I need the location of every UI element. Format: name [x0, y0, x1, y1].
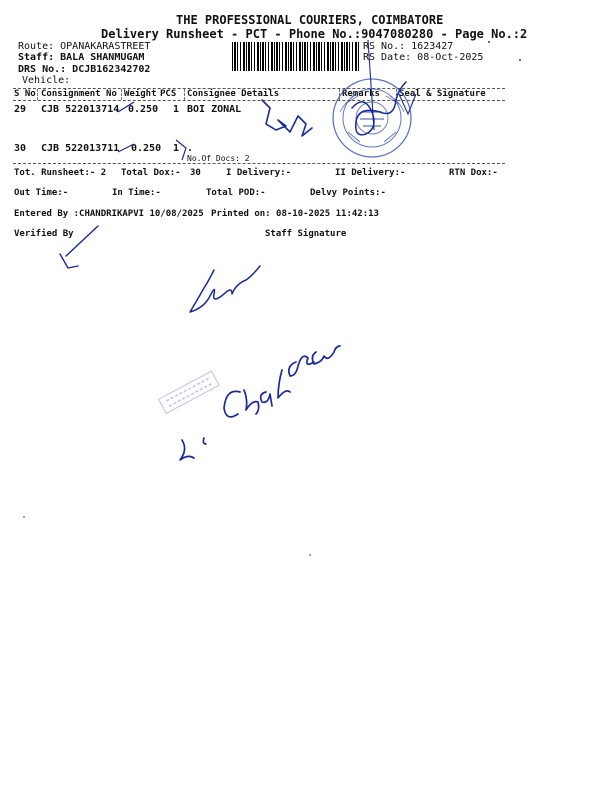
row-consignee: .: [187, 143, 194, 154]
col-weight-header: Weight: [124, 89, 157, 99]
drs-number: DRS No.: DCJB162342702: [18, 64, 151, 75]
weight-tick-mark: [118, 102, 134, 152]
row-pcs: 1: [173, 104, 180, 115]
i-delivery-label: I Delivery:-: [226, 168, 292, 178]
staff-text: Staff: BALA SHANMUGAM: [18, 52, 145, 63]
entered-by: Entered By :CHANDRIKAPVI 10/08/2025: [14, 209, 204, 219]
vehicle-text: Vehicle:: [22, 75, 71, 86]
row-weight: 0.250: [128, 104, 159, 115]
total-runsheet: Tot. Runsheet:- 2: [14, 168, 107, 178]
total-dox-label: Total Dox:-: [121, 168, 181, 178]
paper-speck: [23, 516, 25, 518]
out-time-label: Out Time:-: [14, 188, 69, 198]
rs-number: RS No.: 1623427: [363, 41, 454, 52]
total-dox-value: 30: [190, 168, 201, 178]
row-weight: 0.250: [131, 143, 162, 154]
staff-signature: [190, 266, 260, 312]
company-title: THE PROFESSIONAL COURIERS, COIMBATORE: [176, 13, 444, 27]
row-consignee: BOI ZONAL: [187, 104, 242, 115]
total-pod-label: Total POD:-: [206, 188, 266, 198]
col-pcs-header: PCS: [160, 89, 177, 99]
paper-speck: [488, 41, 490, 43]
verified-by-label: Verified By: [14, 229, 74, 239]
paper-speck: [519, 59, 521, 61]
row-sno: 30: [14, 143, 27, 154]
in-time-label: In Time:-: [112, 188, 161, 198]
docs-count-note: No.Of Docs: 2: [187, 154, 250, 163]
runsheet-subtitle: Delivery Runsheet - PCT - Phone No.:9047080280 - Page No.:2: [101, 27, 528, 41]
printed-on: Printed on: 08-10-2025 11:42:13: [211, 209, 379, 219]
row-consignment: CJB 522013714: [41, 104, 120, 115]
col-seal-header: Seal & Signature: [399, 89, 486, 99]
delvy-points-label: Delvy Points:-: [310, 188, 386, 198]
col-sno-header: S No: [14, 89, 36, 99]
paper-speck: [309, 554, 311, 556]
row-consignment: CJB 522013711: [41, 143, 120, 154]
row-signature-mark: [262, 100, 312, 136]
rtn-dox-label: RTN Dox:-: [449, 168, 498, 178]
row-sno: 29: [14, 104, 27, 115]
row-pcs: 1: [173, 143, 180, 154]
col-consignee-header: Consignee Details: [187, 89, 280, 99]
ii-delivery-label: II Delivery:-: [335, 168, 406, 178]
col-consignment-header: Consignment No: [41, 89, 117, 99]
verified-stamp: [159, 371, 219, 413]
rs-date: RS Date: 08-Oct-2025: [363, 52, 484, 63]
route-text: Route: OPANAKARASTREET: [18, 41, 151, 52]
col-remarks-header: Remarks: [342, 89, 380, 99]
verified-by-signature: [60, 226, 98, 268]
pcs-tick-mark: [176, 140, 186, 160]
handwritten-name: [180, 346, 340, 460]
staff-signature-label: Staff Signature: [265, 229, 347, 239]
